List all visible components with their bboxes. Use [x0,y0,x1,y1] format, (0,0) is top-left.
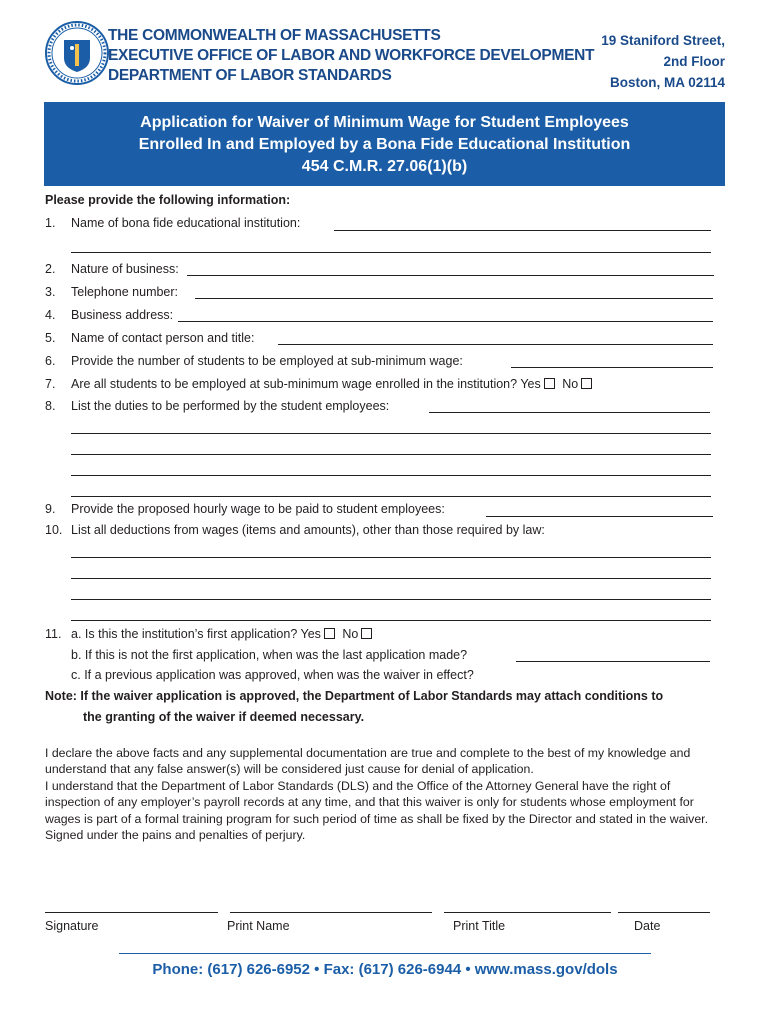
print-name-label: Print Name [227,919,290,933]
q11a-label: a. Is this the institution’s first application? Yes [71,627,321,641]
q7-no-label: No [562,377,579,391]
note-line-1: Note: If the waiver application is approved, the Department of Labor Standards may attach conditions to [45,689,664,703]
q7-no-checkbox[interactable] [581,378,592,389]
print-title-line[interactable] [444,912,611,913]
form-title-line-1: Application for Waiver of Minimum Wage for Student Employees [140,114,629,131]
signature-label: Signature [45,919,99,933]
q8-input-line-4[interactable] [71,475,711,476]
q10-input-line-2[interactable] [71,578,711,579]
q2-input-line[interactable] [187,275,714,276]
massachusetts-seal-icon [44,20,110,86]
q6-input-line[interactable] [511,367,713,368]
declaration-paragraph-2: I understand that the Department of Labor Standards (DLS) and the Office of the Attorney General have the right of inspection of any employer’s payroll records at any time, and that this waiver is only for students whose employment for wages is part of a formal training program for such period of time as shall be fixed by the Director and stated in the waiver. Signed under the pains and penalties of perjury. [45,778,708,843]
q10-input-line-1[interactable] [71,557,711,558]
q7-label: Are all students to be employed at sub-minimum wage enrolled in the institution? Yes [71,377,541,391]
intro-text: Please provide the following information: [45,193,291,207]
q3-number: 3. [45,285,56,299]
q6-number: 6. [45,354,56,368]
q9-input-line[interactable] [486,516,713,517]
q5-label: Name of contact person and title: [71,331,255,345]
q9-label: Provide the proposed hourly wage to be paid to student employees: [71,502,445,516]
address-line-3: Boston, MA 02114 [609,75,725,90]
q4-input-line[interactable] [178,321,713,322]
q4-label: Business address: [71,308,174,322]
q2-label: Nature of business: [71,262,179,276]
q3-label: Telephone number: [71,285,179,299]
q9-number: 9. [45,502,56,516]
form-title-box [44,102,725,186]
q11c-label: c. If a previous application was approved, when was the waiver in effect? [71,668,474,682]
office-address [601,30,725,93]
q10-input-line-4[interactable] [71,620,711,621]
date-line[interactable] [618,912,710,913]
q5-number: 5. [45,331,56,345]
q11b-label: b. If this is not the first application, when was the last application made? [71,648,468,662]
address-line-2: 2nd Floor [663,54,725,69]
q8-label: List the duties to be performed by the student employees: [71,399,390,413]
q7-number: 7. [45,377,56,391]
declaration-paragraph-1: I declare the above facts and any supplemental documentation are true and complete to the best of my knowledge and understand that any false answer(s) will be considered just cause for denial of application. [45,746,691,777]
agency-line-1: THE COMMONWEALTH OF MASSACHUSETTS [108,27,441,44]
address-line-1: 19 Staniford Street, [601,33,725,48]
q1-number: 1. [45,216,56,230]
print-title-label: Print Title [453,919,506,933]
q1-label: Name of bona fide educational institution: [71,216,301,230]
q11a-line [71,627,372,641]
form-title-line-3: 454 C.M.R. 27.06(1)(b) [301,158,468,175]
q7-yes-checkbox[interactable] [544,378,555,389]
q8-number: 8. [45,399,56,413]
agency-line-2: EXECUTIVE OFFICE OF LABOR AND WORKFORCE DEVELOPMENT [108,47,595,64]
q3-input-line[interactable] [195,298,713,299]
q11a-no-label: No [342,627,359,641]
q10-input-line-3[interactable] [71,599,711,600]
q5-input-line[interactable] [278,344,713,345]
form-title-line-2: Enrolled In and Employed by a Bona Fide Educational Institution [138,136,631,153]
q11a-yes-checkbox[interactable] [324,628,335,639]
q11-number: 11. [45,627,62,641]
q8-input-line-3[interactable] [71,454,711,455]
q2-number: 2. [45,262,56,276]
q8-input-line-2[interactable] [71,433,711,434]
agency-name [108,26,594,86]
q8-input-line[interactable] [429,412,710,413]
q10-label: List all deductions from wages (items and amounts), other than those required by law: [71,523,545,537]
q1-input-line-2[interactable] [71,252,711,253]
signature-line[interactable] [45,912,218,913]
q11b-input-line[interactable] [516,661,710,662]
declaration [45,745,725,843]
q10-number: 10. [45,523,63,537]
q8-input-line-5[interactable] [71,496,711,497]
q11a-no-checkbox[interactable] [361,628,372,639]
note-line-2: the granting of the waiver if deemed necessary. [83,710,365,724]
q6-label: Provide the number of students to be employed at sub-minimum wage: [71,354,463,368]
print-name-line[interactable] [230,912,432,913]
agency-line-3: DEPARTMENT OF LABOR STANDARDS [108,67,392,84]
date-label: Date [634,919,661,933]
footer-rule [119,953,651,954]
footer-contact: Phone: (617) 626-6952 • Fax: (617) 626-6944 • www.mass.gov/dols [152,961,618,978]
q4-number: 4. [45,308,56,322]
q7-line [71,377,592,391]
q1-input-line[interactable] [334,230,711,231]
